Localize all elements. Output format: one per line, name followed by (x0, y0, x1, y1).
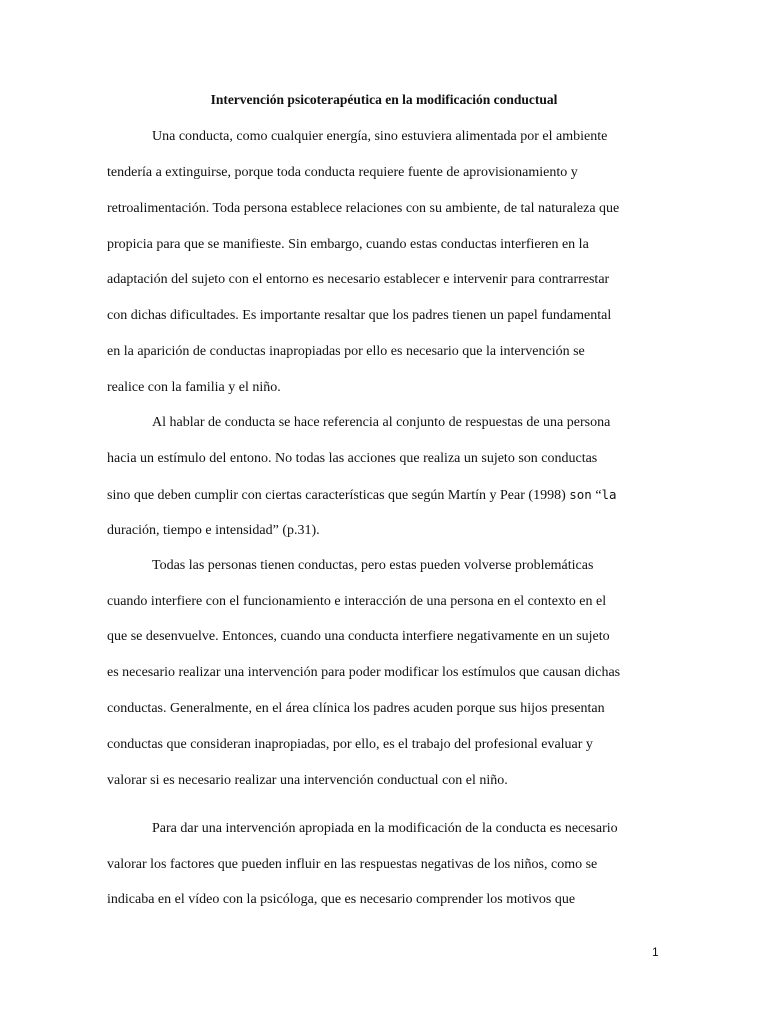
body-line-1: Una conducta, como cualquier energía, sino estuviera alimentada por el ambiente (152, 129, 608, 144)
page-number: 1 (652, 945, 659, 959)
body-line-20: Para dar una intervención apropiada en la modificación de la conducta es necesario (152, 821, 618, 836)
body-line-18: conductas que consideran inapropiadas, por ello, es el trabajo del profesional evaluar y (107, 737, 593, 752)
body-line-16: es necesario realizar una intervención para poder modificar los estímulos que causan dichas (107, 665, 621, 680)
body-line-2: tendería a extinguirse, porque toda conducta requiere fuente de aprovisionamiento y (107, 165, 578, 180)
body-line-11-mono-end: la (601, 487, 617, 502)
body-line-3: retroalimentación. Toda persona establece relaciones con su ambiente, de tal naturaleza que (107, 201, 620, 216)
body-line-8: realice con la familia y el niño. (107, 380, 281, 395)
body-line-5: adaptación del sujeto con el entorno es necesario establecer e intervenir para contrarrestar (107, 272, 610, 287)
body-line-6: con dichas dificultades. Es importante resaltar que los padres tienen un papel fundamental (107, 308, 612, 323)
body-line-21: valorar los factores que pueden influir en las respuestas negativas de los niños, como se (107, 857, 598, 872)
body-line-11 (107, 486, 617, 505)
body-line-10: hacia un estímulo del entono. No todas las acciones que realiza un sujeto son conductas (107, 451, 598, 466)
body-line-22: indicaba en el vídeo con la psicóloga, que es necesario comprender los motivos que (107, 892, 576, 907)
body-line-11-mono-word: son (569, 487, 592, 502)
body-line-19: valorar si es necesario realizar una intervención conductual con el niño. (107, 773, 508, 788)
document-title: Intervención psicoterapéutica en la modificación conductual (210, 92, 558, 107)
body-line-4: propicia para que se manifieste. Sin embargo, cuando estas conductas interfieren en la (107, 237, 589, 252)
body-line-11-quote: “ (591, 488, 602, 503)
body-line-14: cuando interfiere con el funcionamiento e interacción de una persona en el contexto en el (107, 594, 607, 609)
body-line-12: duración, tiempo e intensidad” (p.31). (107, 523, 320, 538)
body-line-7: en la aparición de conductas inapropiadas por ello es necesario que la intervención se (107, 344, 585, 359)
body-line-17: conductas. Generalmente, en el área clínica los padres acuden porque sus hijos presentan (107, 701, 605, 716)
body-line-11-text: sino que deben cumplir con ciertas características que según Martín y Pear (1998) (107, 488, 570, 503)
body-line-15: que se desenvuelve. Entonces, cuando una conducta interfiere negativamente en un sujeto (107, 629, 610, 644)
body-line-13: Todas las personas tienen conductas, pero estas pueden volverse problemáticas (152, 558, 594, 573)
body-line-9: Al hablar de conducta se hace referencia al conjunto de respuestas de una persona (152, 415, 611, 430)
